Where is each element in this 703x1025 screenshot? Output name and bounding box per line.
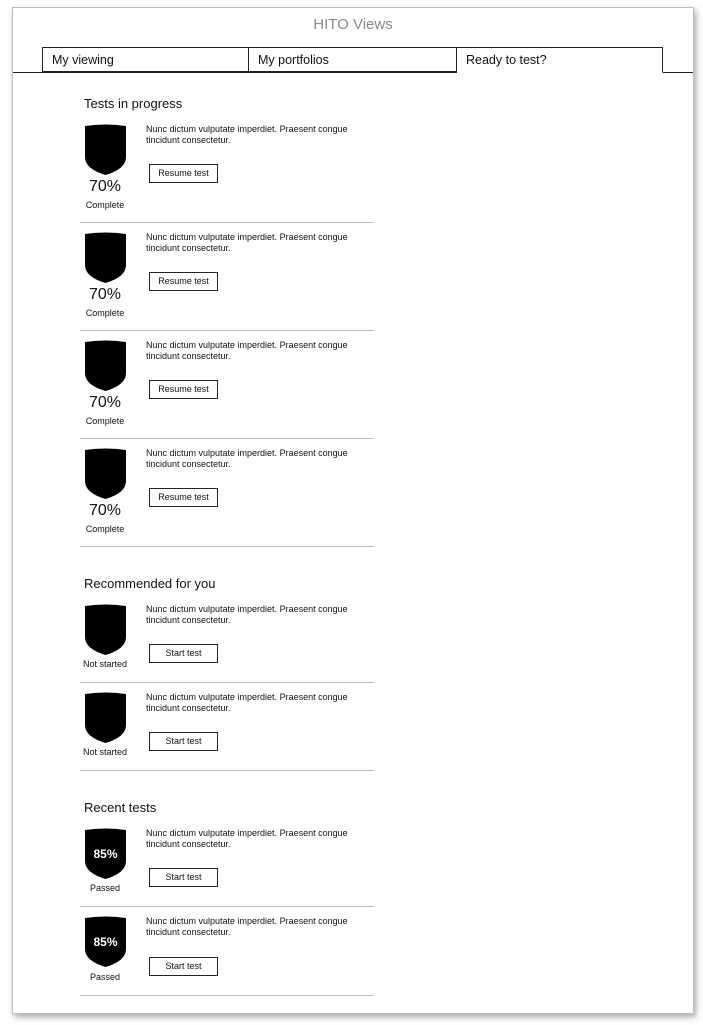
shield-icon [83,692,128,744]
resume-test-button[interactable]: Resume test [149,272,218,291]
section-title-in-progress: Tests in progress [84,96,183,111]
start-test-button[interactable]: Start test [149,644,218,663]
tab-my-viewing[interactable]: My viewing [42,47,249,72]
in-progress-card [80,124,374,223]
test-description: Nunc dictum vulputate imperdiet. Praesent congue tincidunt consectetur. [146,692,348,713]
section-title-recent: Recent tests [84,800,157,815]
test-description: Nunc dictum vulputate imperdiet. Praesent congue tincidunt consectetur. [146,448,348,469]
tab-bar [42,47,663,72]
test-description: Nunc dictum vulputate imperdiet. Praesent congue tincidunt consectetur. [146,340,348,361]
progress-status: Complete [85,416,125,426]
start-test-button[interactable]: Start test [149,957,218,976]
tab-my-portfolios[interactable]: My portfolios [249,47,457,72]
resume-test-button[interactable]: Resume test [149,164,218,183]
progress-percent: 70% [88,286,122,303]
test-score: 85% [93,847,118,861]
test-status: Passed [89,883,121,893]
resume-test-button[interactable]: Resume test [149,380,218,399]
progress-percent: 70% [88,178,122,195]
recent-test-card [80,916,374,996]
resume-test-button[interactable]: Resume test [149,488,218,507]
progress-status: Complete [85,524,125,534]
test-description: Nunc dictum vulputate imperdiet. Praesent congue tincidunt consectetur. [146,916,348,937]
recommended-card [80,692,374,771]
recent-test-card [80,828,374,907]
test-status: Not started [82,747,128,757]
progress-status: Complete [85,200,125,210]
test-description: Nunc dictum vulputate imperdiet. Praesent congue tincidunt consectetur. [146,604,348,625]
shield-icon [83,124,128,176]
in-progress-card [80,232,374,331]
shield-icon [83,340,128,392]
section-title-recommended: Recommended for you [84,576,216,591]
progress-percent: 70% [88,394,122,411]
test-description: Nunc dictum vulputate imperdiet. Praesent congue tincidunt consectetur. [146,124,348,145]
test-status: Not started [82,659,128,669]
shield-icon [83,232,128,284]
test-description: Nunc dictum vulputate imperdiet. Praesent congue tincidunt consectetur. [146,828,348,849]
test-score: 85% [93,935,118,949]
shield-icon [83,448,128,500]
start-test-button[interactable]: Start test [149,732,218,751]
in-progress-card [80,340,374,439]
shield-icon [83,604,128,656]
progress-percent: 70% [88,502,122,519]
page-frame [12,7,694,1014]
tab-ready-to-test[interactable]: Ready to test? [457,47,663,73]
recommended-card [80,604,374,683]
progress-status: Complete [85,308,125,318]
test-description: Nunc dictum vulputate imperdiet. Praesent congue tincidunt consectetur. [146,232,348,253]
start-test-button[interactable]: Start test [149,868,218,887]
in-progress-card [80,448,374,547]
app-title: HITO Views [313,16,393,33]
test-status: Passed [89,972,121,982]
